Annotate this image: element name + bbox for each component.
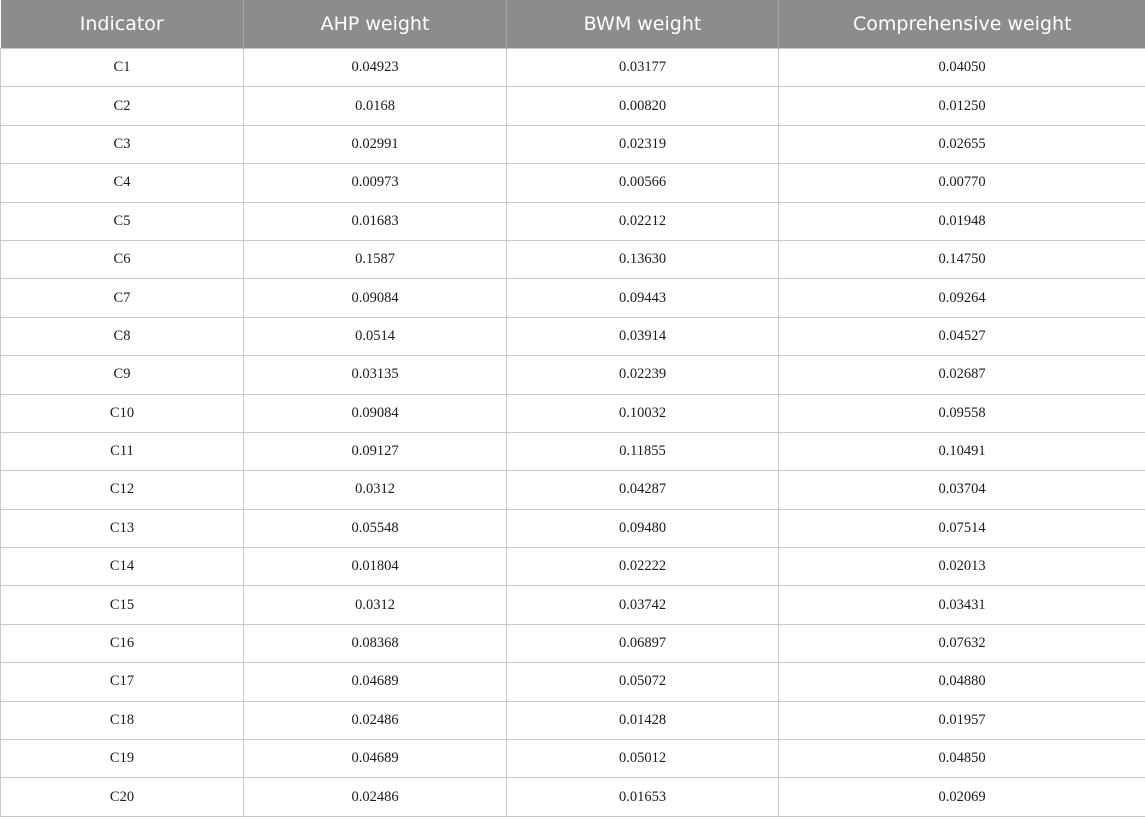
table-row xyxy=(1,240,1145,278)
cell-ahp-weight: 0.09084 xyxy=(244,279,507,317)
cell-bwm-weight: 0.01653 xyxy=(507,778,779,816)
table-row xyxy=(1,125,1145,163)
cell-bwm-weight: 0.10032 xyxy=(507,394,779,432)
table-row xyxy=(1,49,1145,87)
cell-bwm-weight: 0.02319 xyxy=(507,125,779,163)
cell-bwm-weight: 0.13630 xyxy=(507,240,779,278)
cell-bwm-weight: 0.01428 xyxy=(507,701,779,739)
table-row xyxy=(1,432,1145,470)
cell-ahp-weight: 0.02486 xyxy=(244,701,507,739)
table-row xyxy=(1,701,1145,739)
cell-bwm-weight: 0.04287 xyxy=(507,471,779,509)
cell-comprehensive-weight: 0.00770 xyxy=(779,164,1145,202)
cell-comprehensive-weight: 0.04880 xyxy=(779,663,1145,701)
cell-comprehensive-weight: 0.01948 xyxy=(779,202,1145,240)
cell-indicator: C17 xyxy=(1,663,244,701)
cell-comprehensive-weight: 0.03431 xyxy=(779,586,1145,624)
cell-comprehensive-weight: 0.09264 xyxy=(779,279,1145,317)
cell-bwm-weight: 0.09480 xyxy=(507,509,779,547)
cell-ahp-weight: 0.0312 xyxy=(244,586,507,624)
table-row xyxy=(1,663,1145,701)
table-row xyxy=(1,509,1145,547)
cell-indicator: C6 xyxy=(1,240,244,278)
header-comprehensive-weight: Comprehensive weight xyxy=(779,0,1145,49)
cell-ahp-weight: 0.0168 xyxy=(244,87,507,125)
cell-ahp-weight: 0.02991 xyxy=(244,125,507,163)
table-row xyxy=(1,164,1145,202)
cell-indicator: C10 xyxy=(1,394,244,432)
cell-ahp-weight: 0.08368 xyxy=(244,624,507,662)
table-row xyxy=(1,624,1145,662)
table-row xyxy=(1,740,1145,778)
cell-bwm-weight: 0.11855 xyxy=(507,432,779,470)
cell-indicator: C9 xyxy=(1,356,244,394)
cell-ahp-weight: 0.04923 xyxy=(244,49,507,87)
cell-comprehensive-weight: 0.03704 xyxy=(779,471,1145,509)
cell-comprehensive-weight: 0.02069 xyxy=(779,778,1145,816)
cell-comprehensive-weight: 0.01250 xyxy=(779,87,1145,125)
table-row xyxy=(1,471,1145,509)
table-row xyxy=(1,317,1145,355)
cell-indicator: C8 xyxy=(1,317,244,355)
cell-indicator: C4 xyxy=(1,164,244,202)
cell-indicator: C13 xyxy=(1,509,244,547)
cell-indicator: C19 xyxy=(1,740,244,778)
cell-comprehensive-weight: 0.07514 xyxy=(779,509,1145,547)
cell-bwm-weight: 0.03914 xyxy=(507,317,779,355)
cell-bwm-weight: 0.03177 xyxy=(507,49,779,87)
table-body xyxy=(1,49,1145,817)
cell-comprehensive-weight: 0.09558 xyxy=(779,394,1145,432)
cell-comprehensive-weight: 0.14750 xyxy=(779,240,1145,278)
header-indicator: Indicator xyxy=(1,0,244,49)
table-header xyxy=(1,0,1145,49)
cell-comprehensive-weight: 0.02013 xyxy=(779,548,1145,586)
table-row xyxy=(1,87,1145,125)
cell-bwm-weight: 0.00566 xyxy=(507,164,779,202)
cell-ahp-weight: 0.05548 xyxy=(244,509,507,547)
cell-ahp-weight: 0.01683 xyxy=(244,202,507,240)
cell-comprehensive-weight: 0.01957 xyxy=(779,701,1145,739)
cell-ahp-weight: 0.00973 xyxy=(244,164,507,202)
cell-comprehensive-weight: 0.04850 xyxy=(779,740,1145,778)
cell-ahp-weight: 0.1587 xyxy=(244,240,507,278)
cell-bwm-weight: 0.05012 xyxy=(507,740,779,778)
cell-bwm-weight: 0.03742 xyxy=(507,586,779,624)
cell-comprehensive-weight: 0.04527 xyxy=(779,317,1145,355)
cell-comprehensive-weight: 0.07632 xyxy=(779,624,1145,662)
cell-indicator: C16 xyxy=(1,624,244,662)
header-row xyxy=(1,0,1145,49)
table-row xyxy=(1,586,1145,624)
cell-ahp-weight: 0.09084 xyxy=(244,394,507,432)
cell-indicator: C5 xyxy=(1,202,244,240)
cell-indicator: C15 xyxy=(1,586,244,624)
table-row xyxy=(1,394,1145,432)
cell-ahp-weight: 0.03135 xyxy=(244,356,507,394)
cell-bwm-weight: 0.09443 xyxy=(507,279,779,317)
cell-indicator: C3 xyxy=(1,125,244,163)
cell-indicator: C14 xyxy=(1,548,244,586)
cell-comprehensive-weight: 0.04050 xyxy=(779,49,1145,87)
cell-bwm-weight: 0.00820 xyxy=(507,87,779,125)
cell-bwm-weight: 0.02212 xyxy=(507,202,779,240)
cell-bwm-weight: 0.05072 xyxy=(507,663,779,701)
cell-indicator: C11 xyxy=(1,432,244,470)
table-row xyxy=(1,202,1145,240)
cell-bwm-weight: 0.02239 xyxy=(507,356,779,394)
table-row xyxy=(1,356,1145,394)
header-bwm-weight: BWM weight xyxy=(507,0,779,49)
cell-indicator: C18 xyxy=(1,701,244,739)
cell-bwm-weight: 0.02222 xyxy=(507,548,779,586)
cell-ahp-weight: 0.02486 xyxy=(244,778,507,816)
table-row xyxy=(1,548,1145,586)
cell-ahp-weight: 0.01804 xyxy=(244,548,507,586)
cell-indicator: C1 xyxy=(1,49,244,87)
cell-indicator: C7 xyxy=(1,279,244,317)
table-row xyxy=(1,778,1145,816)
header-ahp-weight: AHP weight xyxy=(244,0,507,49)
cell-indicator: C2 xyxy=(1,87,244,125)
cell-ahp-weight: 0.0514 xyxy=(244,317,507,355)
cell-ahp-weight: 0.09127 xyxy=(244,432,507,470)
cell-bwm-weight: 0.06897 xyxy=(507,624,779,662)
cell-comprehensive-weight: 0.02687 xyxy=(779,356,1145,394)
cell-ahp-weight: 0.04689 xyxy=(244,740,507,778)
cell-indicator: C20 xyxy=(1,778,244,816)
cell-indicator: C12 xyxy=(1,471,244,509)
table-row xyxy=(1,279,1145,317)
cell-comprehensive-weight: 0.10491 xyxy=(779,432,1145,470)
cell-ahp-weight: 0.04689 xyxy=(244,663,507,701)
cell-comprehensive-weight: 0.02655 xyxy=(779,125,1145,163)
cell-ahp-weight: 0.0312 xyxy=(244,471,507,509)
